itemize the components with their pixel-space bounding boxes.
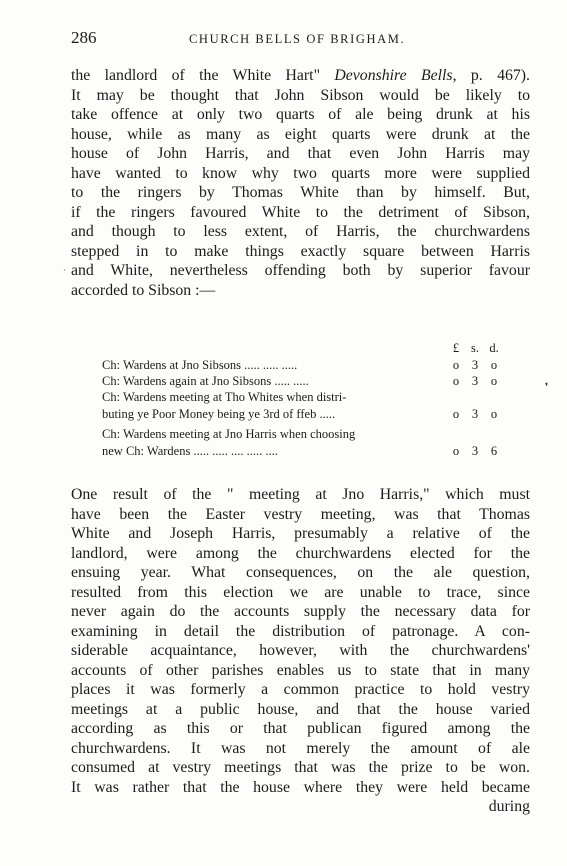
- text-line: accorded to Sibson :—: [71, 281, 216, 299]
- account-row: [102, 406, 504, 422]
- paragraph-2: [71, 485, 530, 817]
- text-line: landlord, were among the churchwardens elected for the: [71, 544, 530, 562]
- page-header: [71, 28, 530, 50]
- text-line: One result of the " meeting at Jno Harris," which must: [71, 486, 530, 503]
- amount-pounds: o: [452, 444, 460, 458]
- amount-pounds: o: [452, 374, 460, 388]
- text-line: examining in detail the distribution of patronage. A con-: [71, 622, 530, 640]
- amount-pounds: o: [452, 407, 460, 421]
- text-line: have been the Easter vestry meeting, was that Thomas: [71, 505, 530, 523]
- text-line: ensuing year. What consequences, on the ale question,: [71, 564, 530, 581]
- text-line: house, while as many as eight quarts were drunk at the: [71, 125, 530, 143]
- text-line: siderable acquaintance, however, with the churchwardens': [71, 642, 530, 659]
- pounds-header: £: [452, 341, 460, 355]
- amount-pence: 6: [490, 444, 498, 458]
- text-line: have wanted to know why two quarts more were supplied: [71, 164, 530, 182]
- pence-header: d.: [489, 341, 499, 355]
- account-amount: [448, 443, 508, 459]
- page-number: 286: [71, 28, 97, 47]
- account-amount: [448, 357, 508, 373]
- account-entry: new Ch: Wardens ..... ..... .... ..... ....: [102, 444, 278, 458]
- amount-pounds: o: [452, 358, 460, 372]
- account-entry: buting ye Poor Money being ye 3rd of ffeb .....: [102, 407, 336, 421]
- paragraph-1: [71, 66, 530, 300]
- text-line: and though to less extent, of Harris, the churchwardens: [71, 223, 530, 240]
- margin-mark: ❜: [545, 382, 549, 393]
- citation-title: Devonshire Bells: [334, 67, 453, 84]
- amount-shillings: 3: [471, 407, 479, 421]
- account-row: [102, 443, 504, 459]
- text-line: and White, nevertheless offending both by superior favour: [71, 262, 530, 279]
- text-line: to the ringers by Thomas White than by himself. But,: [71, 184, 530, 201]
- text-line: churchwardens. It was not merely the amount of ale: [71, 739, 530, 757]
- shillings-header: s.: [471, 341, 479, 355]
- text-line: places it was formerly a common practice to hold vestry: [71, 681, 530, 698]
- account-entry: Ch: Wardens again at Jno Sibsons ..... .....: [102, 374, 309, 388]
- text-line: meetings at a public house, and that the house varied: [71, 700, 530, 718]
- text-line: accounts of other parishes enables us to state that in many: [71, 661, 530, 679]
- amount-shillings: 3: [471, 444, 479, 458]
- running-title: CHURCH BELLS OF BRIGHAM.: [189, 32, 406, 46]
- amount-shillings: 3: [471, 358, 479, 372]
- account-entry: Ch: Wardens at Jno Sibsons ..... ..... .....: [102, 358, 298, 372]
- text-line: It was rather that the house where they were held became: [71, 778, 530, 796]
- text-line: house of John Harris, and that even John Harris may: [71, 145, 530, 162]
- text-line: consumed at vestry meetings that was the prize to be won.: [71, 759, 530, 776]
- account-row: [102, 373, 504, 389]
- account-entry: Ch: Wardens meeting at Tho Whites when distri-: [102, 390, 347, 404]
- account-row: [102, 426, 504, 442]
- account-row: [102, 357, 504, 373]
- text-line: if the ringers favoured White to the detriment of Sibson,: [71, 203, 530, 221]
- text-line-1: the landlord of the White Hart" Devonshire Bells, p. 467).: [71, 67, 530, 84]
- text-line: according as this or that publican figured among the: [71, 720, 530, 737]
- catchword: during: [488, 798, 530, 815]
- speck-mark: ·: [63, 266, 66, 275]
- amount-pence: o: [490, 374, 498, 388]
- text-line: stepped in to make things exactly square between Harris: [71, 242, 530, 260]
- amount-shillings: 3: [471, 374, 479, 388]
- text-line: never again do the accounts supply the necessary data for: [71, 603, 530, 620]
- amount-pence: o: [490, 407, 498, 421]
- text-line: resulted from this election we are unable to trace, since: [71, 583, 530, 601]
- account-amount: [448, 373, 508, 389]
- text-line: take offence at only two quarts of ale being drunk at his: [71, 106, 530, 123]
- text-line: It may be thought that John Sibson would be likely to: [71, 86, 530, 104]
- text-line: White and Joseph Harris, presumably a relative of the: [71, 525, 530, 542]
- amount-pence: o: [490, 358, 498, 372]
- account-row: [102, 389, 504, 405]
- account-amount: [448, 406, 508, 422]
- account-entry: Ch: Wardens meeting at Jno Harris when choosing: [102, 427, 356, 441]
